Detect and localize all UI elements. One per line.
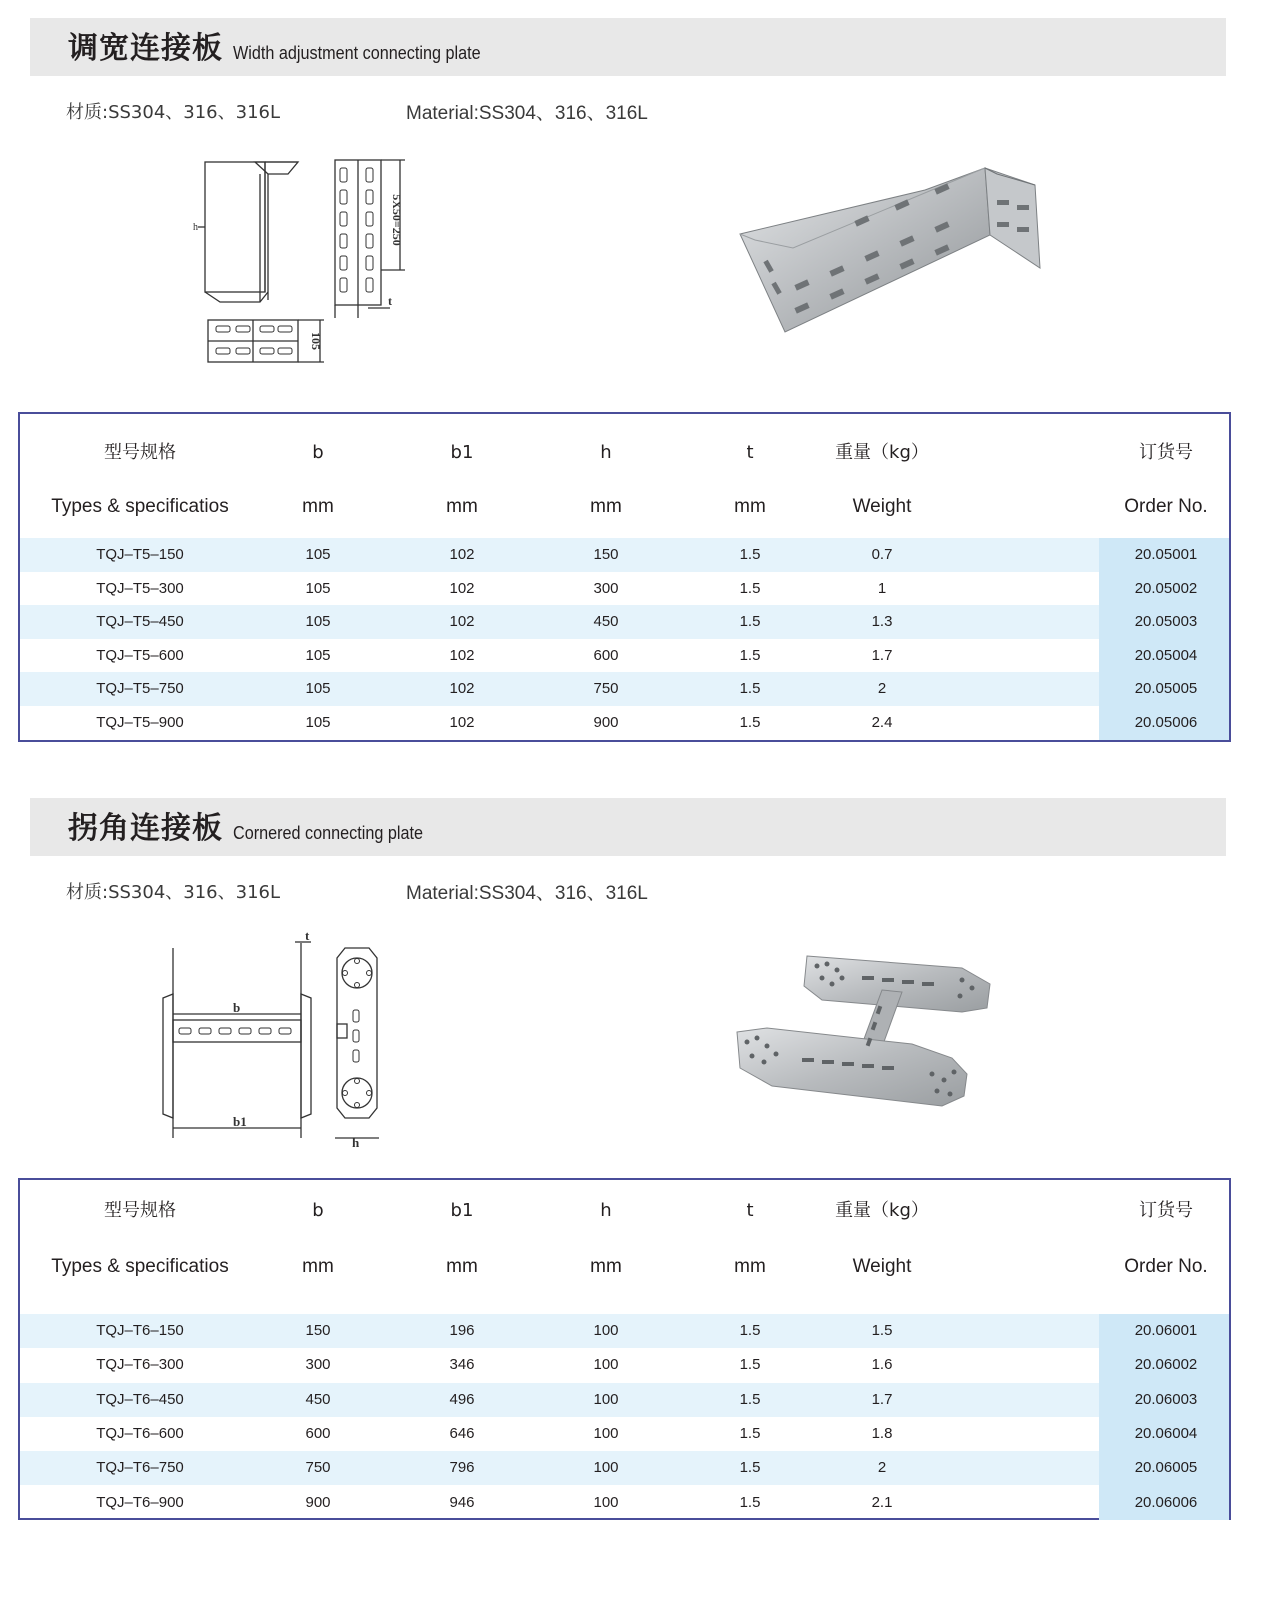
table-cell: 300 — [305, 1356, 331, 1374]
table-cell: 20.05002 — [1134, 579, 1198, 597]
table-cell: 1 — [877, 579, 887, 597]
table-cell: 196 — [449, 1322, 475, 1339]
table-cell: 2 — [877, 1459, 887, 1477]
drawing-label-dim1: 5X50=250 — [390, 194, 404, 246]
table-cell: TQJ–T6–900 — [96, 1493, 184, 1511]
table-cell: TQJ–T6–150 — [96, 1322, 184, 1339]
table-cell: 1.5 — [739, 714, 761, 731]
drawing-label-t: t — [305, 928, 310, 943]
table-cell: TQJ–T5–450 — [96, 613, 184, 631]
table-header-cn — [20, 1196, 1229, 1226]
table-cell: 105 — [305, 646, 331, 664]
table-cell: 2.1 — [871, 1493, 893, 1511]
section-title-en: Width adjustment connecting plate — [233, 43, 481, 63]
header-cell: 重量（kg） — [835, 1200, 929, 1221]
table-cell: 1.7 — [871, 646, 893, 664]
header-cell: Order No. — [1124, 1256, 1208, 1277]
drawing-label-t: t — [388, 294, 392, 308]
header-cell: 型号规格 — [104, 442, 176, 463]
header-cell: mm — [734, 496, 766, 517]
table-cell: 900 — [305, 1493, 331, 1511]
table-cell: 1.5 — [739, 646, 761, 664]
header-cell: b — [312, 1200, 324, 1221]
section-title-bar — [30, 798, 1226, 856]
table-cell: TQJ–T5–150 — [96, 546, 184, 563]
table-cell: 20.06006 — [1134, 1493, 1198, 1511]
table-body — [20, 538, 1229, 740]
table-cell: 1.3 — [871, 613, 893, 631]
header-cell: mm — [446, 496, 478, 517]
table-cell: 1.5 — [739, 579, 761, 597]
table-cell: TQJ–T5–750 — [96, 680, 184, 698]
table-cell: 150 — [305, 1322, 331, 1339]
table-cell: 1.5 — [739, 546, 761, 563]
section-title-cn: 拐角连接板 — [68, 811, 223, 846]
header-cell: h — [600, 1200, 612, 1221]
header-cell: mm — [302, 1256, 334, 1277]
table-cell: 2 — [877, 680, 887, 698]
table-cell: 20.05005 — [1134, 680, 1198, 698]
table-cell: 1.5 — [739, 1390, 761, 1408]
table-cell: 100 — [593, 1390, 619, 1408]
table-cell: 105 — [305, 714, 331, 731]
material-cn: 材质:SS304、316、316L — [66, 102, 281, 123]
material-en: Material:SS304、316、316L — [406, 103, 648, 124]
table-cell: 20.06001 — [1134, 1322, 1198, 1339]
table-cell: 646 — [449, 1424, 475, 1442]
table-row — [20, 605, 1229, 639]
table-cell: 1.5 — [739, 680, 761, 698]
product-photo-width-plate — [735, 160, 1050, 340]
table-row — [20, 672, 1229, 706]
table-row — [20, 1486, 1229, 1520]
table-cell: TQJ–T6–600 — [96, 1424, 184, 1442]
table-cell: 1.5 — [739, 1322, 761, 1339]
product-photo-cornered-plate — [732, 946, 997, 1121]
table-row — [20, 1383, 1229, 1417]
table-cell: 750 — [305, 1459, 331, 1477]
header-cell: mm — [734, 1256, 766, 1277]
header-cell: Weight — [852, 1256, 912, 1277]
table-cell: 20.06002 — [1134, 1356, 1198, 1374]
table-cell: 20.05006 — [1134, 714, 1198, 731]
table-cell: 1.5 — [739, 1356, 761, 1374]
header-cell: 订货号 — [1139, 442, 1193, 463]
table-row — [20, 706, 1229, 740]
table-cell: 946 — [449, 1493, 475, 1511]
header-cell: mm — [590, 496, 622, 517]
table-cell: 1.5 — [739, 1424, 761, 1442]
table-cell: 102 — [449, 714, 475, 731]
table-cell: 20.06005 — [1134, 1459, 1198, 1477]
table-cell: 2.4 — [871, 714, 893, 731]
table-cell: 100 — [593, 1459, 619, 1477]
technical-drawing — [190, 150, 430, 375]
table-row — [20, 1451, 1229, 1485]
header-cell: b — [312, 442, 324, 463]
header-cell: 型号规格 — [104, 1200, 176, 1221]
table-cell: 750 — [593, 680, 619, 698]
header-cell: Order No. — [1124, 496, 1208, 517]
table-cell: 105 — [305, 546, 331, 563]
table-row — [20, 538, 1229, 572]
table-cell: 1.8 — [871, 1424, 893, 1442]
table-cell: 102 — [449, 546, 475, 563]
spec-table — [18, 1178, 1231, 1520]
header-cell: 重量（kg） — [835, 442, 929, 463]
header-cell: h — [600, 442, 612, 463]
section-title-en: Cornered connecting plate — [233, 823, 424, 843]
table-cell: 20.05004 — [1134, 646, 1198, 664]
table-cell: TQJ–T6–450 — [96, 1390, 184, 1408]
table-cell: 105 — [305, 613, 331, 631]
table-cell: 20.06003 — [1134, 1390, 1198, 1408]
table-cell: TQJ–T5–300 — [96, 579, 184, 597]
header-cell: t — [746, 442, 754, 463]
material-cn: 材质:SS304、316、316L — [66, 882, 281, 903]
table-cell: 900 — [593, 714, 619, 731]
table-cell: TQJ–T6–300 — [96, 1356, 184, 1374]
table-cell: 102 — [449, 613, 475, 631]
table-row — [20, 1417, 1229, 1451]
table-cell: 1.5 — [739, 1493, 761, 1511]
table-cell: 100 — [593, 1493, 619, 1511]
drawing-label-h: h — [193, 222, 198, 233]
table-cell: 1.5 — [871, 1322, 893, 1339]
table-cell: TQJ–T5–600 — [96, 646, 184, 664]
table-cell: 600 — [593, 646, 619, 664]
table-cell: 496 — [449, 1390, 475, 1408]
table-cell: 100 — [593, 1424, 619, 1442]
table-row — [20, 1348, 1229, 1382]
header-cell: b1 — [450, 442, 474, 463]
table-header-en — [20, 492, 1229, 522]
table-cell: 1.6 — [871, 1356, 893, 1374]
table-cell: 346 — [449, 1356, 475, 1374]
header-cell: 订货号 — [1139, 1200, 1193, 1221]
table-cell: 1.7 — [871, 1390, 893, 1408]
technical-drawing — [155, 928, 390, 1148]
table-row — [20, 639, 1229, 673]
table-cell: 100 — [593, 1322, 619, 1339]
table-cell: 1.5 — [739, 1459, 761, 1477]
table-cell: 1.5 — [739, 613, 761, 631]
header-cell: mm — [446, 1256, 478, 1277]
header-cell: b1 — [450, 1200, 474, 1221]
section-title-bar — [30, 18, 1226, 76]
table-cell: 150 — [593, 546, 619, 563]
table-cell: 796 — [449, 1459, 475, 1477]
table-cell: 102 — [449, 646, 475, 664]
header-cell: mm — [302, 496, 334, 517]
table-cell: 600 — [305, 1424, 331, 1442]
table-cell: 450 — [305, 1390, 331, 1408]
header-cell: t — [746, 1200, 754, 1221]
table-cell: 300 — [593, 579, 619, 597]
table-cell: 20.06004 — [1134, 1424, 1198, 1442]
table-cell: 20.05001 — [1134, 546, 1198, 563]
table-cell: 450 — [593, 613, 619, 631]
table-cell: 105 — [305, 579, 331, 597]
spec-table — [18, 412, 1231, 742]
table-cell: TQJ–T5–900 — [96, 714, 184, 731]
table-row — [20, 572, 1229, 606]
drawing-label-b1: b1 — [233, 1114, 247, 1129]
header-cell: mm — [590, 1256, 622, 1277]
table-body — [20, 1314, 1229, 1520]
drawing-label-h: h — [352, 1135, 360, 1148]
header-cell: Types & specificatios — [51, 1256, 229, 1277]
table-cell: 105 — [305, 680, 331, 698]
table-cell: 20.05003 — [1134, 613, 1198, 631]
table-cell: 102 — [449, 680, 475, 698]
drawing-label-dim2: 105 — [309, 332, 323, 350]
table-cell: 102 — [449, 579, 475, 597]
header-cell: Weight — [852, 496, 912, 517]
table-cell: 0.7 — [871, 546, 893, 563]
header-cell: Types & specificatios — [51, 496, 229, 517]
section-title-cn: 调宽连接板 — [68, 31, 223, 66]
table-cell: TQJ–T6–750 — [96, 1459, 184, 1477]
table-header-en — [20, 1252, 1229, 1282]
material-en: Material:SS304、316、316L — [406, 883, 648, 904]
drawing-label-b: b — [233, 1000, 241, 1015]
table-row — [20, 1314, 1229, 1348]
table-header-cn — [20, 438, 1229, 468]
table-cell: 100 — [593, 1356, 619, 1374]
